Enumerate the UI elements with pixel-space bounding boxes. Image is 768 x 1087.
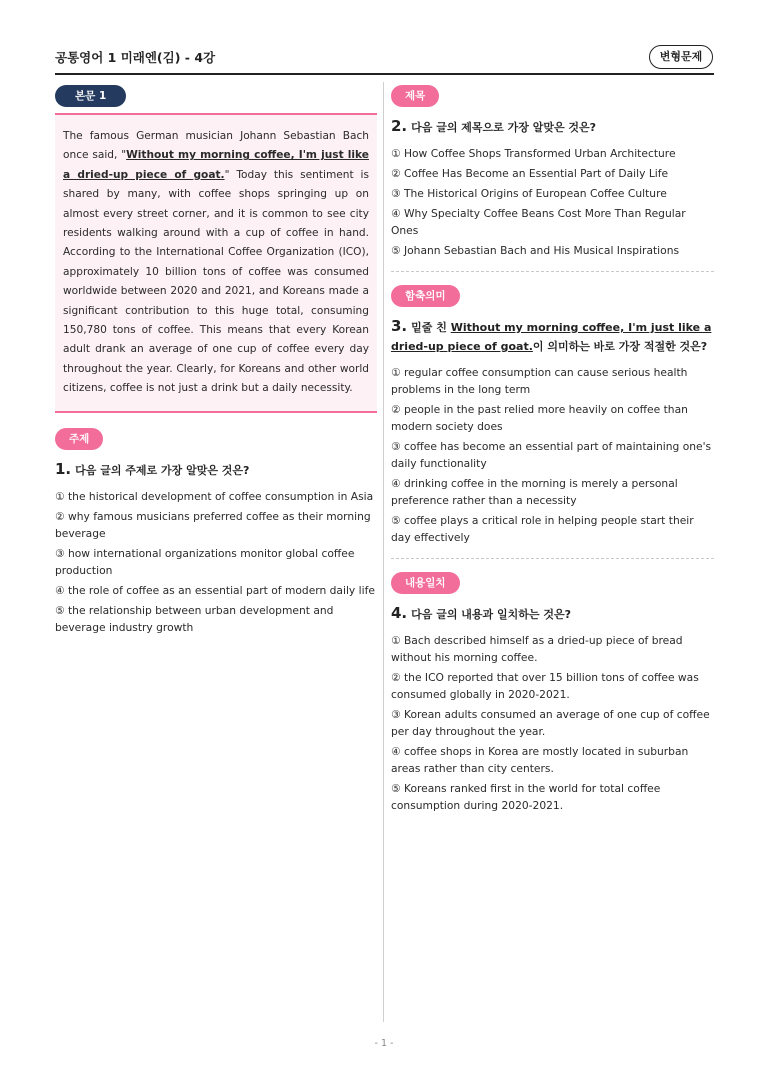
passage-text-before: The famous German musician Johann Sebastian Bach once said, " bbox=[63, 130, 369, 162]
q2-option[interactable]: ② Coffee Has Become an Essential Part of Daily Life bbox=[391, 167, 669, 180]
q3-stem-suffix: 이 의미하는 바로 가장 적절한 것은? bbox=[532, 340, 708, 353]
q3-option[interactable]: ④ drinking coffee in the morning is merely a personal preference rather than a necessity bbox=[391, 477, 678, 507]
q4-number: 4. bbox=[391, 604, 408, 622]
q4-option[interactable]: ⑤ Koreans ranked first in the world for total coffee consumption during 2020-2021. bbox=[391, 782, 661, 812]
q4-option[interactable]: ② the ICO reported that over 15 billion tons of coffee was consumed globally in 2020-2021. bbox=[391, 671, 699, 701]
q2-stem bbox=[391, 117, 714, 137]
variant-badge: 변형문제 bbox=[649, 45, 713, 69]
q2-option[interactable]: ⑤ Johann Sebastian Bach and His Musical Inspirations bbox=[391, 244, 680, 257]
q2-tag: 제목 bbox=[391, 85, 439, 107]
q1-option[interactable]: ① the historical development of coffee consumption in Asia bbox=[55, 489, 374, 503]
q3-options bbox=[391, 364, 714, 546]
q2-option[interactable]: ① How Coffee Shops Transformed Urban Architecture bbox=[391, 147, 676, 160]
right-column bbox=[391, 84, 714, 817]
q3-option[interactable]: ⑤ coffee plays a critical role in helping people start their day effectively bbox=[391, 514, 694, 544]
passage-underlined-quote: Without my morning coffee, I'm just like a dried-up piece of goat. bbox=[63, 149, 369, 181]
q3-option[interactable]: ③ coffee has become an essential part of maintaining one's daily functionality bbox=[391, 440, 712, 470]
q4-stem bbox=[391, 604, 714, 624]
q1-stem-text: 다음 글의 주제로 가장 알맞은 것은? bbox=[75, 463, 250, 477]
q4-options bbox=[391, 632, 714, 814]
q4-tag: 내용일치 bbox=[391, 572, 460, 594]
q1-option[interactable]: ③ how international organizations monitor global coffee production bbox=[55, 546, 355, 577]
section-divider bbox=[391, 558, 714, 559]
q2-number: 2. bbox=[391, 117, 408, 135]
q1-tag: 주제 bbox=[55, 428, 103, 450]
q4-stem-text: 다음 글의 내용과 일치하는 것은? bbox=[411, 608, 571, 621]
passage-text bbox=[55, 113, 377, 413]
column-divider bbox=[383, 82, 384, 1022]
q4-option[interactable]: ① Bach described himself as a dried-up piece of bread without his morning coffee. bbox=[391, 634, 683, 664]
q2-stem-text: 다음 글의 제목으로 가장 알맞은 것은? bbox=[411, 121, 597, 134]
q2-options bbox=[391, 145, 714, 259]
q1-option[interactable]: ② why famous musicians preferred coffee as their morning beverage bbox=[55, 509, 371, 540]
section-divider bbox=[391, 271, 714, 272]
q4-option[interactable]: ④ coffee shops in Korea are mostly located in suburban areas rather than city centers. bbox=[391, 745, 689, 775]
passage-text-after: " Today this sentiment is shared by many, with coffee shops springing up on almost every street corner, and it is common to see city residents walking around with a cup of coffee in hand. According to the International Coffee Organization (ICO), approximately 10 billion tons of coffee was consumed worldwide between 2020 and 2021, and Koreans made a significant contribution to this huge total, consuming 150,780 tons of coffee. This means that every Korean adult drank an average of one cup of coffee every day throughout the year. Clearly, for Koreans and other world citizens, coffee is not just a drink but a daily necessity. bbox=[63, 168, 369, 395]
passage-label: 본문 1 bbox=[55, 85, 126, 107]
q3-tag: 함축의미 bbox=[391, 285, 460, 307]
q3-stem-underlined: Without my morning coffee, I'm just like a dried-up piece of goat. bbox=[391, 321, 712, 353]
q1-option[interactable]: ⑤ the relationship between urban development and beverage industry growth bbox=[55, 603, 334, 634]
header-divider bbox=[55, 73, 714, 75]
q4-option[interactable]: ③ Korean adults consumed an average of one cup of coffee per day throughout the year. bbox=[391, 708, 710, 738]
q3-number: 3. bbox=[391, 317, 408, 335]
page-header-title: 공통영어 1 미래엔(김) - 4강 bbox=[55, 50, 216, 65]
q2-option[interactable]: ④ Why Specialty Coffee Beans Cost More Than Regular Ones bbox=[391, 207, 686, 237]
q3-stem bbox=[391, 317, 714, 356]
q1-option[interactable]: ④ the role of coffee as an essential part of modern daily life bbox=[55, 583, 375, 597]
q3-option[interactable]: ① regular coffee consumption can cause serious health problems in the long term bbox=[391, 366, 688, 396]
left-column bbox=[55, 84, 377, 639]
q3-option[interactable]: ② people in the past relied more heavily on coffee than modern society does bbox=[391, 403, 688, 433]
q1-number: 1. bbox=[55, 459, 72, 478]
q1-stem bbox=[55, 460, 377, 480]
page-number: - 1 - bbox=[374, 1038, 394, 1049]
q2-option[interactable]: ③ The Historical Origins of European Coffee Culture bbox=[391, 187, 667, 200]
q1-options bbox=[55, 488, 377, 636]
q3-stem-prefix: 밑줄 친 bbox=[411, 321, 451, 334]
